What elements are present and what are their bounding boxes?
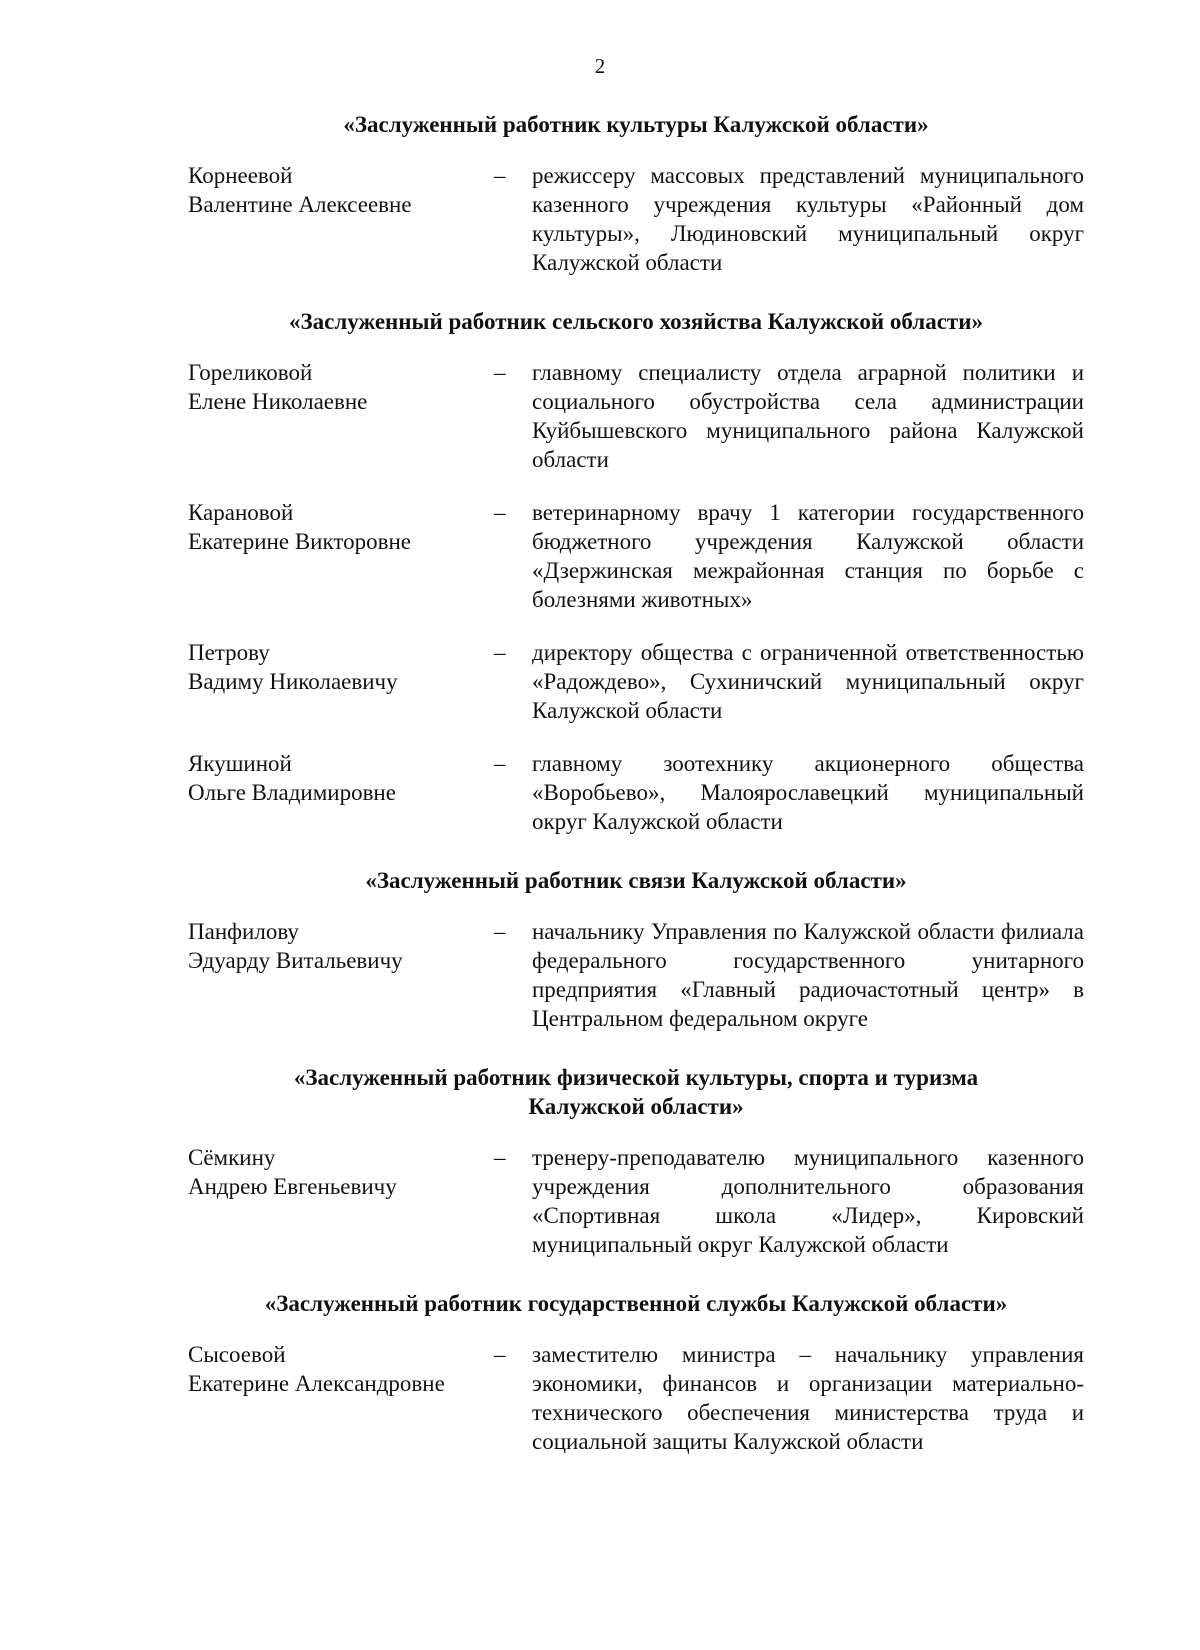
recipient-given-name: Екатерине Александровне — [188, 1371, 445, 1396]
section-title: «Заслуженный работник сельского хозяйства Калужской области» — [289, 309, 983, 334]
award-section-communications — [188, 866, 1084, 1033]
document-body — [188, 110, 1084, 1480]
recipient-name — [188, 161, 494, 277]
award-entry — [188, 161, 1084, 277]
recipient-position: ветеринарному врачу 1 категории государственного бюджетного учреждения Калужской области «Дзержинская межрайонная станция по борьбе с болезнями животных» — [532, 500, 1084, 612]
recipient-name — [188, 1340, 494, 1456]
dash-separator: – — [494, 1342, 506, 1367]
recipient-name — [188, 1143, 494, 1259]
recipient-given-name: Валентине Алексеевне — [188, 192, 412, 217]
recipient-given-name: Андрею Евгеньевичу — [188, 1174, 397, 1199]
recipient-given-name: Екатерине Викторовне — [188, 529, 411, 554]
recipient-position: директору общества с ограниченной ответственностью «Радождево», Сухиничский муниципальный округ Калужской области — [532, 640, 1084, 723]
recipient-surname: Карановой — [188, 500, 294, 525]
recipient-surname: Якушиной — [188, 751, 292, 776]
award-entry — [188, 1340, 1084, 1456]
dash-separator: – — [494, 919, 506, 944]
award-section-civil-service — [188, 1289, 1084, 1456]
award-entry — [188, 1143, 1084, 1259]
section-title: «Заслуженный работник государственной службы Калужской области» — [264, 1291, 1008, 1316]
recipient-position: главному специалисту отдела аграрной политики и социального обустройства села администрации Куйбышевского муниципального района Калужской области — [532, 360, 1084, 472]
recipient-position: тренеру-преподавателю муниципального казенного учреждения дополнительного образования «Спортивная школа «Лидер», Кировский муниципальный округ Калужской области — [532, 1145, 1084, 1257]
recipient-name — [188, 498, 494, 614]
recipient-surname: Панфилову — [188, 919, 299, 944]
recipient-name — [188, 638, 494, 725]
dash-separator: – — [494, 1145, 506, 1170]
recipient-surname: Сысоевой — [188, 1342, 286, 1367]
dash-separator: – — [494, 163, 506, 188]
page-number: 2 — [594, 54, 606, 78]
recipient-position: заместителю министра – начальнику управления экономики, финансов и организации материально-технического обеспечения министерства труда и социальной защиты Калужской области — [532, 1342, 1084, 1454]
dash-separator: – — [494, 640, 506, 665]
recipient-position: режиссеру массовых представлений муниципального казенного учреждения культуры «Районный дом культуры», Людиновский муниципальный округ Калужской области — [532, 163, 1084, 275]
section-title: «Заслуженный работник физической культуры, спорта и туризма Калужской области» — [293, 1065, 979, 1119]
recipient-name — [188, 358, 494, 474]
section-title: «Заслуженный работник связи Калужской области» — [365, 868, 907, 893]
recipient-position: главному зоотехнику акционерного общества «Воробьево», Малоярославецкий муниципальный округ Калужской области — [532, 751, 1084, 834]
award-entry — [188, 749, 1084, 836]
recipient-name — [188, 917, 494, 1033]
dash-separator: – — [494, 360, 506, 385]
award-section-culture — [188, 110, 1084, 277]
award-section-sport — [188, 1063, 1084, 1259]
award-entry — [188, 917, 1084, 1033]
recipient-surname: Корнеевой — [188, 163, 293, 188]
award-entry — [188, 638, 1084, 725]
recipient-surname: Петрову — [188, 640, 270, 665]
award-entry — [188, 498, 1084, 614]
recipient-surname: Сёмкину — [188, 1145, 276, 1170]
recipient-surname: Гореликовой — [188, 360, 313, 385]
award-entry — [188, 358, 1084, 474]
recipient-given-name: Ольге Владимировне — [188, 780, 396, 805]
section-title: «Заслуженный работник культуры Калужской области» — [343, 112, 929, 137]
dash-separator: – — [494, 500, 506, 525]
recipient-given-name: Эдуарду Витальевичу — [188, 948, 403, 973]
dash-separator: – — [494, 751, 506, 776]
recipient-name — [188, 749, 494, 836]
recipient-position: начальнику Управления по Калужской области филиала федерального государственного унитарного предприятия «Главный радиочастотный центр» в Центральном федеральном округе — [532, 919, 1084, 1031]
recipient-given-name: Елене Николаевне — [188, 389, 368, 414]
award-section-agriculture — [188, 307, 1084, 836]
recipient-given-name: Вадиму Николаевичу — [188, 669, 398, 694]
